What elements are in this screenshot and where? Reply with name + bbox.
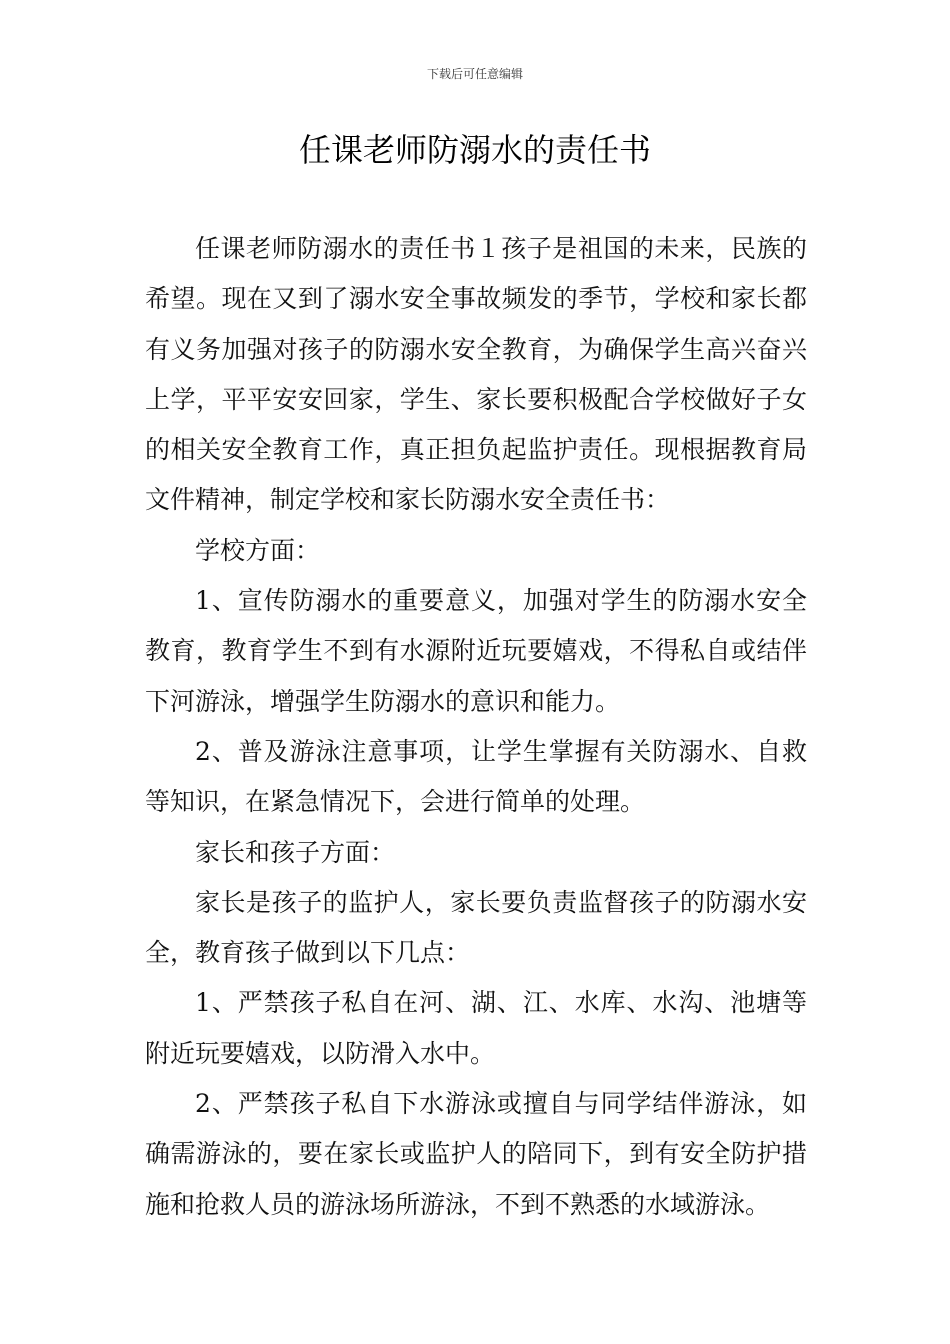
paragraph-parents-item-1: 1、严禁孩子私自在河、湖、江、水库、水沟、池塘等附近玩要嬉戏，以防滑入水中。 — [145, 988, 807, 1068]
header-note: 下载后可任意编辑 — [426, 67, 523, 81]
paragraph-school-item-2: 2、普及游泳注意事项，让学生掌握有关防溺水、自救等知识，在紧急情况下，会进行简单的处理。 — [145, 736, 807, 817]
paragraph-intro: 任课老师防溺水的责任书１孩子是祖国的未来，民族的希望。现在又到了溺水安全事故频发的季节，学校和家长都有义务加强对孩子的防溺水安全教育，为确保学生高兴奋兴上学，平平安安回家，学生、家长要积极配合学校做好子女的相关安全教育工作，真正担负起监护责任。现根据教育局文件精神，制定学校和家长防溺水安全责任书： — [145, 234, 807, 515]
section-heading-school: 学校方面： — [195, 535, 321, 565]
document-body — [145, 224, 807, 1230]
document-title: 任课老师防溺水的责任书 — [298, 131, 651, 169]
section-heading-parents: 家长和孩子方面： — [195, 837, 396, 867]
paragraph-school-item-1: 1、宣传防溺水的重要意义，加强对学生的防溺水安全教育，教育学生不到有水源附近玩要嬉戏，不得私自或结伴下河游泳，增强学生防溺水的意识和能力。 — [145, 586, 807, 716]
paragraph-parents-intro: 家长是孩子的监护人，家长要负责监督孩子的防溺水安全，教育孩子做到以下几点： — [145, 887, 807, 968]
paragraph-parents-item-2: 2、严禁孩子私自下水游泳或擅自与同学结伴游泳，如确需游泳的，要在家长或监护人的陪同下，到有安全防护措施和抢救人员的游泳场所游泳，不到不熟悉的水域游泳。 — [145, 1089, 807, 1219]
